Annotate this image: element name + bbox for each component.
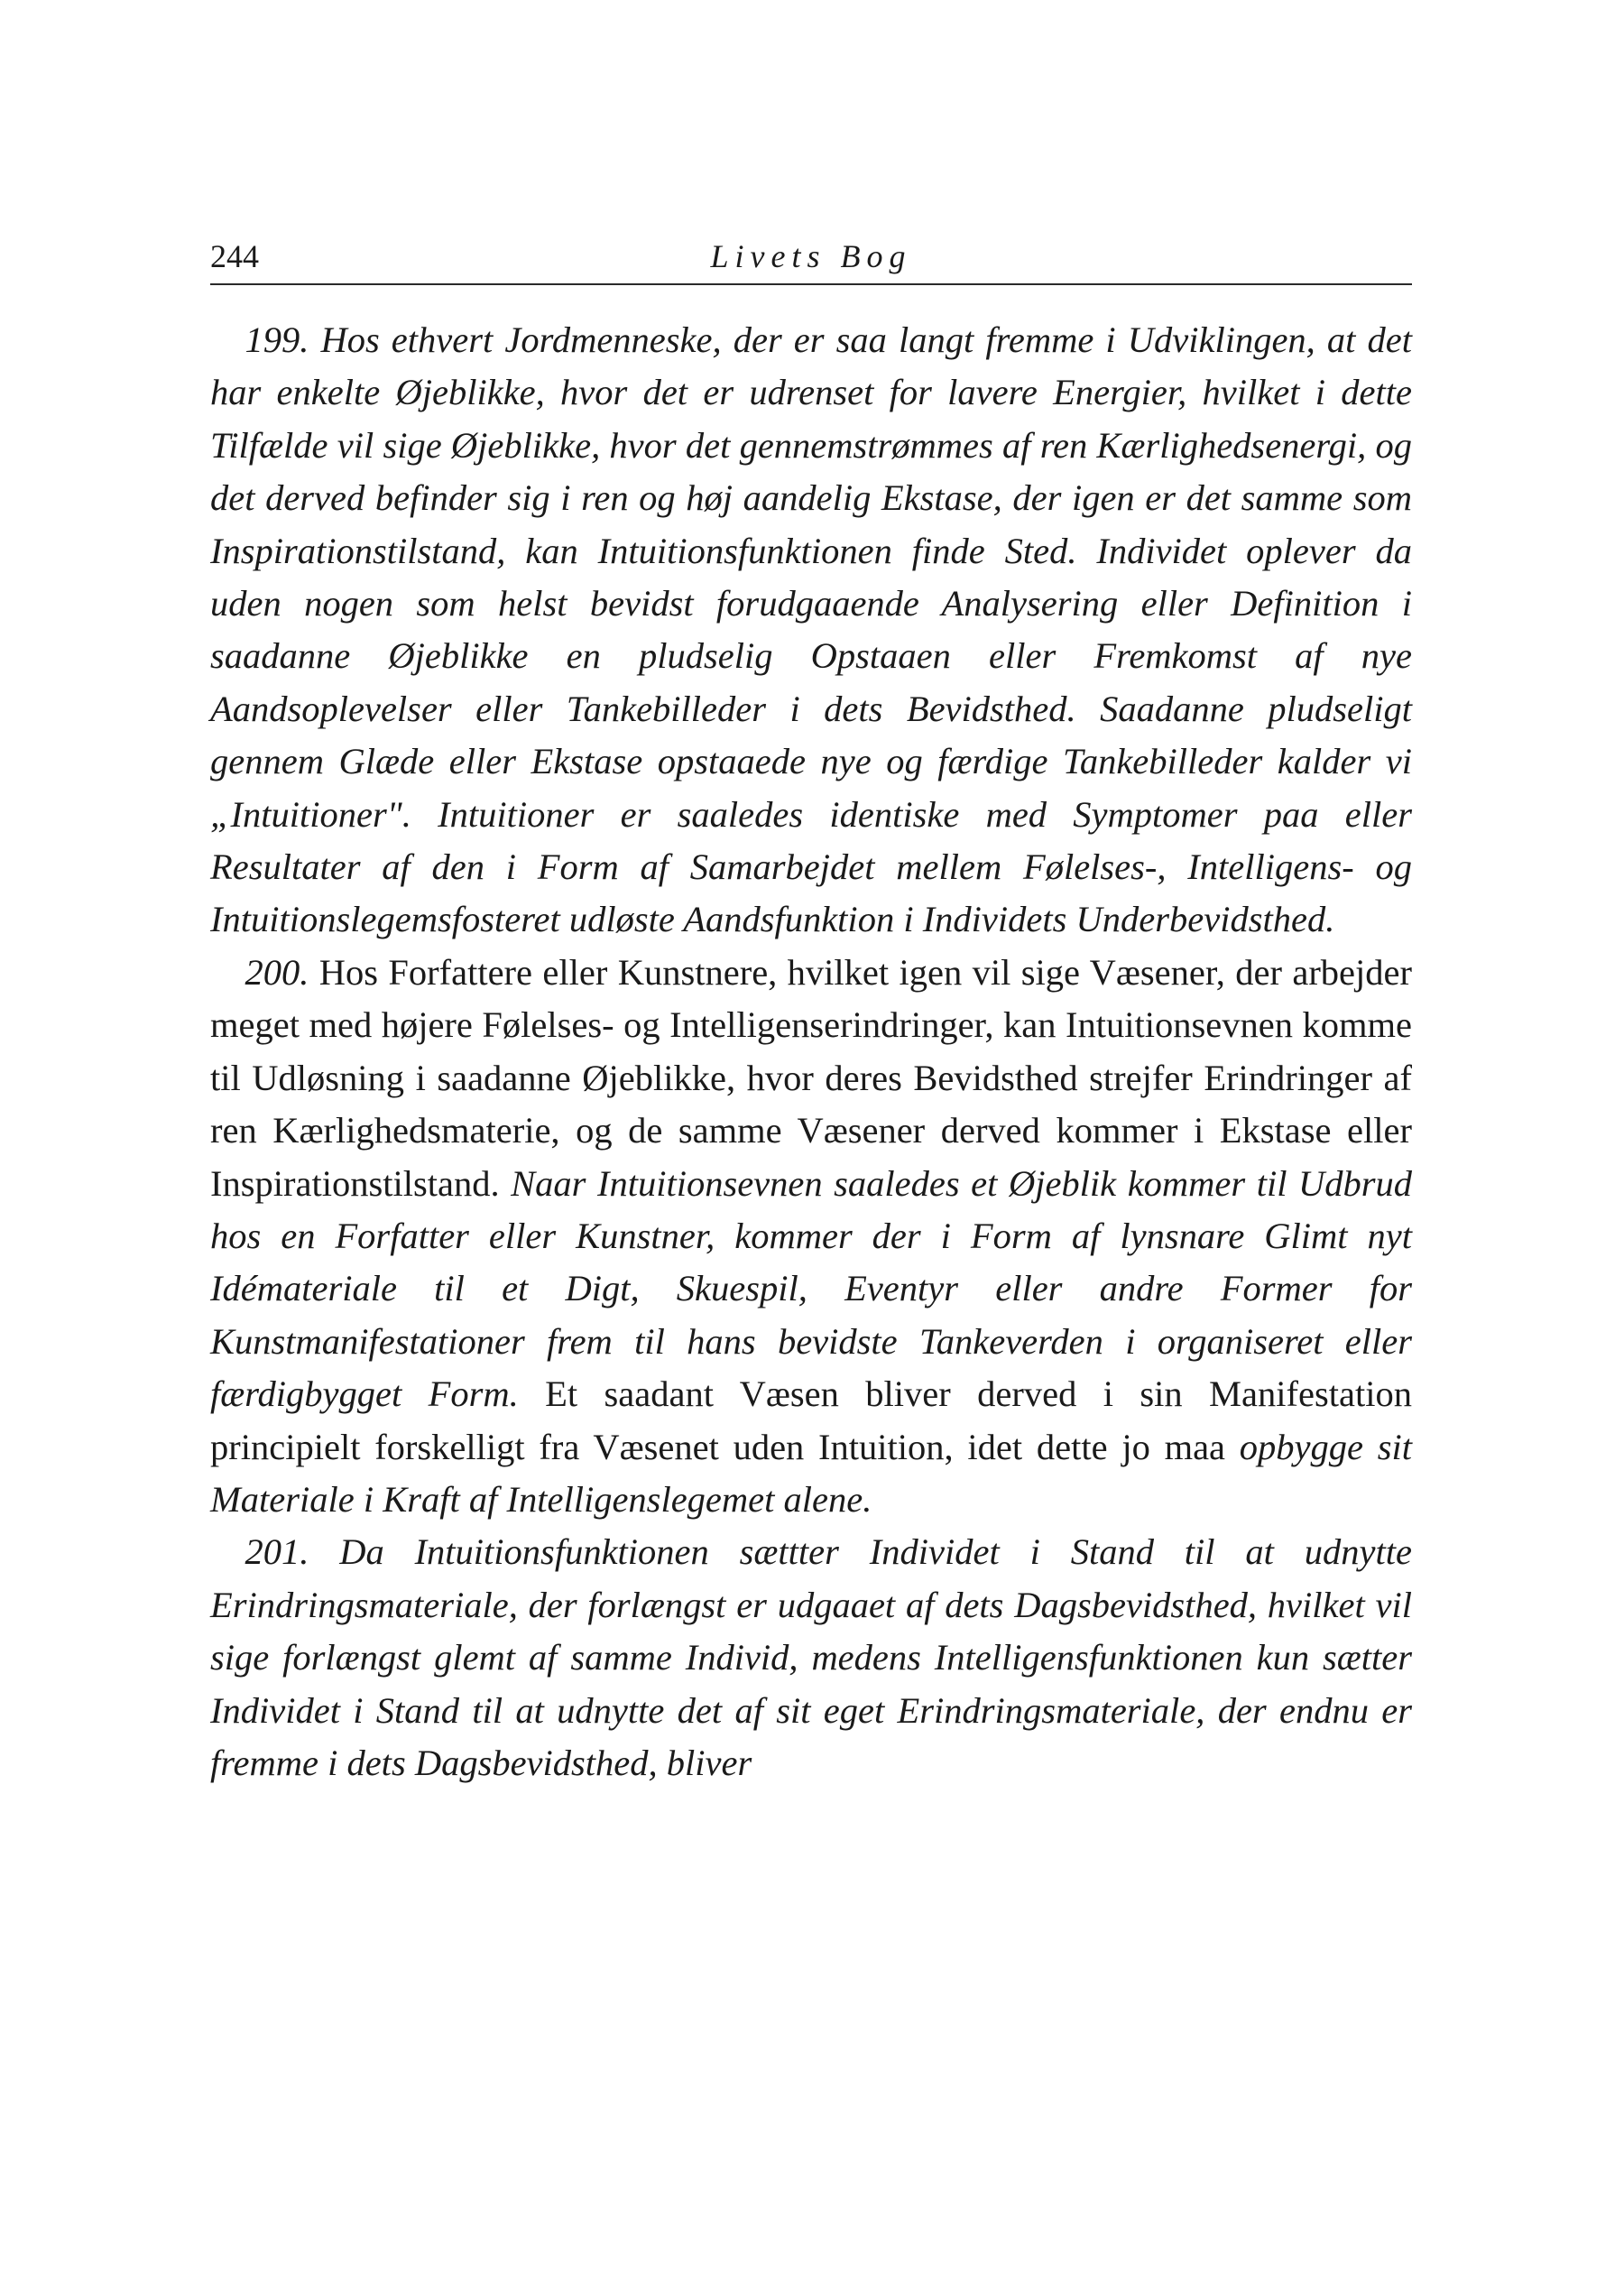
paragraph-text: Hos ethvert Jordmenneske, der er saa langt fremme i Udviklingen, at det har enkelte Øjeblikke, hvor det er udrenset for lavere Energier, hvilket i dette Tilfælde vil sige Øjeblikke, hvor det gennemstrømmes af ren Kærlighedsenergi, og det derved befinder sig i ren og høj aandelig Ekstase, der igen er det samme som Inspirationstilstand, kan Intuitionsfunktionen finde Sted. Individet oplever da uden nogen som helst bevidst forudgaaende Analysering eller Definition i saadanne Øjeblikke en pludselig Opstaaen eller Fremkomst af nye Aandsoplevelser eller Tankebilleder i dets Bevidsthed. Saadanne pludseligt gennem Glæde eller Ekstase opstaaede nye og færdige Tankebilleder kalder vi „Intuitioner". Intuitioner er saaledes identiske med Symptomer paa eller Resultater af den i Form af Samarbejdet mellem Følelses-, Intelligens- og Intuitionslegemsfosteret udløste Aandsfunktion i Individets Underbevidsthed. <box>210 319 1412 940</box>
page-header <box>210 233 1412 285</box>
body-text <box>210 314 1412 1789</box>
paragraph-text: Da Intuitionsfunktionen sættter Individet i Stand til at udnytte Erindringsmateriale, der forlængst er udgaaet af dets Dagsbevidsthed, hvilket vil sige forlængst glemt af samme Individ, medens Intelligensfunktionen kun sætter Individet i Stand til at udnytte det af sit eget Erindringsmateriale, der endnu er fremme i dets Dagsbevidsthed, bliver <box>210 1531 1412 1783</box>
paragraph-number: 200. <box>245 951 309 993</box>
paragraph-text-italic: Naar Intuitionsevnen saaledes et Øjeblik kommer til Udbrud hos en Forfatter eller Kunstner, kommer der i Form af lynsnare Glimt nyt Idémateriale til et Digt, Skuespil, Eventyr eller andre Former for Kunstmanifestationer frem til hans bevidste Tankeverden i organiseret eller færdigbygget Form. <box>210 1162 1412 1415</box>
paragraph-201 <box>210 1526 1412 1789</box>
paragraph-text: Hos Forfattere eller Kunstnere, hvilket igen vil sige Væsener, der arbejder meget med højere Følelses- og Intelligenserindringer, kan Intuitionsevnen komme til Udløsning i saadanne Øjeblikke, hvor deres Bevidsthed strejfer Erindringer af ren Kærlighedsmaterie, og de samme Væsener derved kommer i Ekstase eller Inspirationstilstand. <box>210 951 1412 1204</box>
paragraph-199 <box>210 314 1412 947</box>
paragraph-text: Et saadant Væsen bliver derved i sin Manifestation principielt forskelligt fra Væsenet uden Intuition, idet dette jo maa <box>210 1373 1412 1467</box>
page-number: 244 <box>210 238 259 274</box>
paragraph-number: 199. <box>245 319 309 360</box>
paragraph-200 <box>210 947 1412 1526</box>
running-title: Livets Bog <box>710 238 912 274</box>
paragraph-number: 201. <box>245 1531 309 1573</box>
paragraph-text-italic: opbygge sit Materiale i Kraft af Intelligenslegemet alene. <box>210 1426 1412 1520</box>
